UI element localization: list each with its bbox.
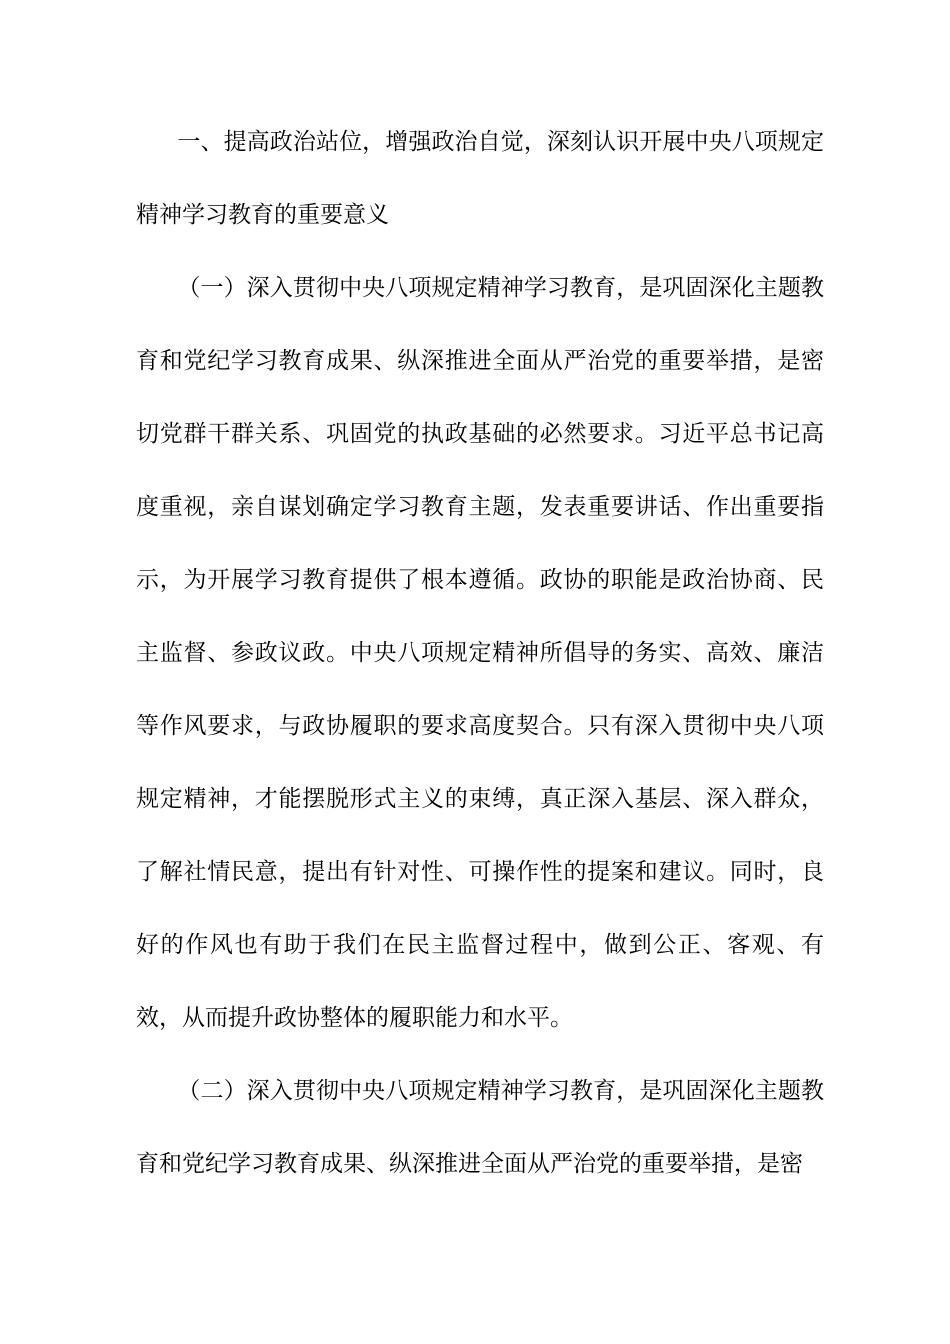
paragraph-section-1: （一）深入贯彻中央八项规定精神学习教育，是巩固深化主题教育和党纪学习教育成果、纵深推进全面从严治党的重要举措，是密切党群干群关系、巩固党的执政基础的必然要求。习近平总书记高度重视，亲自谋划确定学习教育主题，发表重要讲话、作出重要指示，为开展学习教育提供了根本遵循。政协的职能是政治协商、民主监督、参政议政。中央八项规定精神所倡导的务实、高效、廉洁等作风要求，与政协履职的要求高度契合。只有深入贯彻中央八项规定精神，才能摆脱形式主义的束缚，真正深入基层、深入群众，了解社情民意，提出有针对性、可操作性的提案和建议。同时，良好的作风也有助于我们在民主监督过程中，做到公正、客观、有效，从而提升政协整体的履职能力和水平。 [136,275,824,1030]
paragraph-section-2: （二）深入贯彻中央八项规定精神学习教育，是巩固深化主题教育和党纪学习教育成果、纵深推进全面从严治党的重要举措，是密 [136,1078,824,1176]
section-heading: 一、提高政治站位，增强政治自觉，深刻认识开展中央八项规定精神学习教育的重要意义 [136,129,824,227]
